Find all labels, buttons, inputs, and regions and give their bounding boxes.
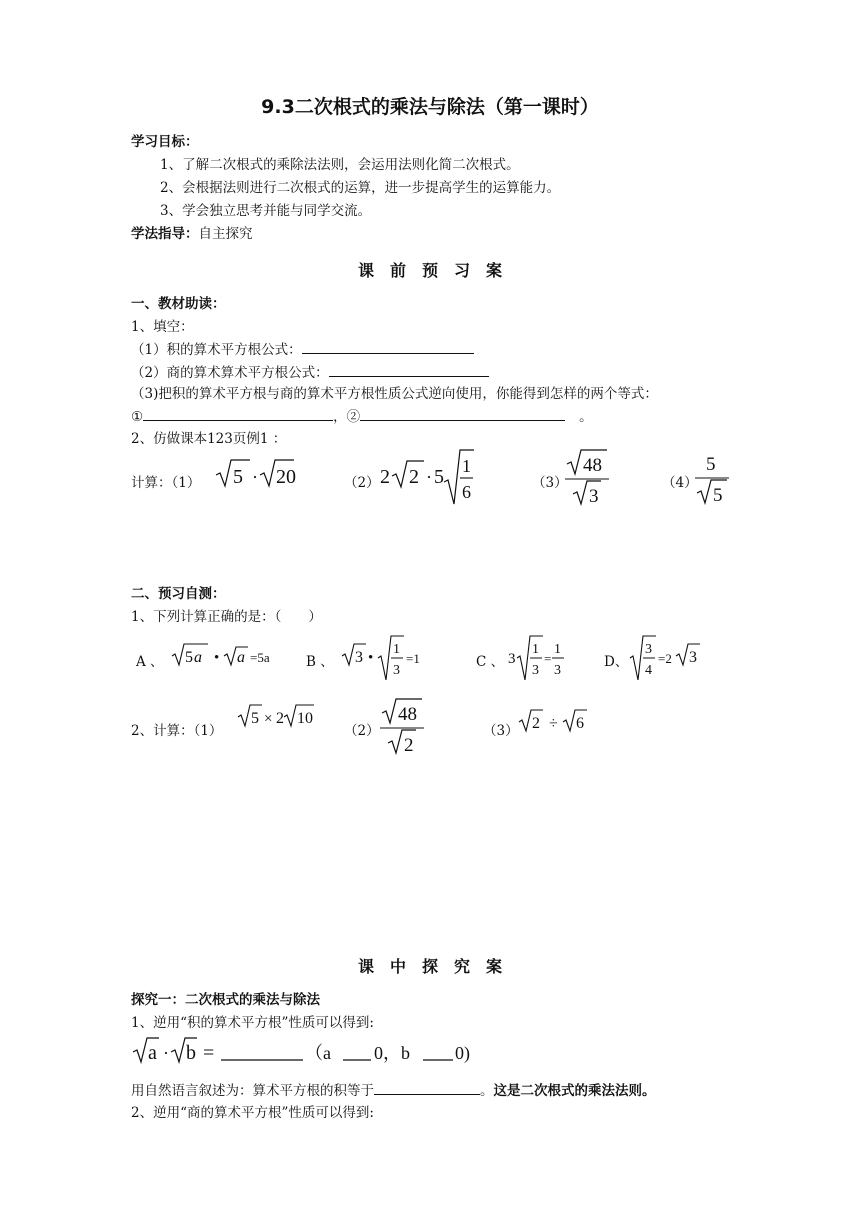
svg-text:=1: =1 bbox=[406, 651, 420, 666]
svg-text:5: 5 bbox=[233, 466, 243, 488]
q2-text: （2）商的算术算术平方根公式： bbox=[131, 365, 329, 381]
svg-text:a: a bbox=[237, 649, 245, 666]
answer-blank-2[interactable] bbox=[329, 363, 489, 377]
svg-text:3: 3 bbox=[532, 663, 539, 678]
method-label: 学法指导： bbox=[131, 226, 199, 242]
svg-text:6: 6 bbox=[576, 715, 584, 732]
calc-label: 计算：（1） bbox=[131, 475, 201, 491]
svg-text:0，b: 0，b bbox=[374, 1043, 410, 1063]
svg-text:1: 1 bbox=[554, 642, 561, 657]
svg-text:a: a bbox=[194, 649, 202, 666]
q2-item-2: （2） bbox=[344, 723, 380, 739]
svg-text:3: 3 bbox=[393, 663, 400, 678]
math-calc-2 bbox=[378, 448, 473, 512]
svg-text:=5a: =5a bbox=[250, 650, 270, 665]
svg-text:a: a bbox=[148, 1042, 157, 1064]
explore1-q1: 1、逆用“积的算术平方根”性质可以得到: bbox=[131, 1015, 374, 1031]
svg-text:•: • bbox=[368, 650, 374, 666]
answer-blank-1[interactable] bbox=[302, 340, 474, 354]
e1-text: 用自然语言叙述为：算术平方根的积等于 bbox=[131, 1083, 374, 1099]
goals-label: 学习目标： bbox=[131, 134, 199, 150]
mark-2: ，② bbox=[333, 409, 361, 425]
fill-label: 1、填空： bbox=[131, 319, 194, 335]
calc-item-4: （4） bbox=[662, 475, 698, 491]
page-title: 9.3二次根式的乘法与除法（第一课时） bbox=[261, 96, 599, 118]
svg-text:3: 3 bbox=[355, 649, 363, 666]
q1-text: （1）积的算术平方根公式： bbox=[131, 342, 302, 358]
mark-1: ① bbox=[131, 409, 144, 425]
svg-text:1: 1 bbox=[393, 642, 400, 657]
section-heading-preview: 课 前 预 习 案 bbox=[357, 261, 502, 280]
option-d-math bbox=[628, 634, 708, 686]
svg-text:×: × bbox=[264, 711, 273, 727]
calc-item-2: （2） bbox=[344, 475, 380, 491]
q3-blanks-line bbox=[131, 405, 593, 425]
method-value: 自主探究 bbox=[198, 226, 253, 242]
svg-text:4: 4 bbox=[645, 663, 652, 678]
option-b-label: B 、 bbox=[306, 654, 334, 670]
svg-text:3: 3 bbox=[508, 651, 516, 667]
part2-q2-line: 2、计算：（1） bbox=[131, 723, 223, 739]
svg-text:2: 2 bbox=[276, 710, 284, 727]
q2-line bbox=[131, 361, 489, 381]
section-heading-explore: 课 中 探 究 案 bbox=[357, 957, 502, 976]
e1-formula bbox=[131, 1034, 491, 1072]
svg-text:5: 5 bbox=[434, 466, 444, 488]
svg-text:1: 1 bbox=[532, 642, 539, 657]
explore1-q2: 2、逆用“商的算术平方根”性质可以得到: bbox=[131, 1105, 374, 1121]
option-c-math bbox=[506, 634, 576, 686]
svg-text:3: 3 bbox=[554, 663, 561, 678]
svg-text:5: 5 bbox=[706, 454, 716, 475]
option-a-math bbox=[170, 642, 285, 674]
math-calc-3 bbox=[565, 448, 615, 512]
svg-text:（a: （a bbox=[305, 1043, 331, 1063]
calc-item-3: （3） bbox=[532, 475, 568, 491]
svg-text:b: b bbox=[186, 1042, 196, 1064]
q2-item-3: （3） bbox=[483, 723, 519, 739]
answer-blank-5[interactable] bbox=[374, 1081, 480, 1095]
q2-math-1 bbox=[236, 703, 316, 737]
svg-text:2: 2 bbox=[409, 466, 419, 488]
svg-text:•: • bbox=[214, 650, 220, 666]
svg-text:5: 5 bbox=[251, 710, 259, 727]
svg-text:3: 3 bbox=[589, 486, 599, 507]
svg-text:5: 5 bbox=[185, 649, 193, 666]
option-a-label: A 、 bbox=[136, 654, 164, 670]
svg-text:48: 48 bbox=[583, 455, 602, 476]
svg-text:=2: =2 bbox=[658, 651, 672, 666]
option-d-label: D、 bbox=[604, 654, 629, 670]
math-calc-4 bbox=[695, 450, 735, 514]
part2-q1: 1、下列计算正确的是：（ ） bbox=[131, 609, 322, 625]
svg-text:1: 1 bbox=[462, 456, 471, 476]
goal-item-2: 2、会根据法则进行二次根式的运算，进一步提高学生的运算能力。 bbox=[160, 180, 561, 196]
goal-item-3: 3、学会独立思考并能与同学交流。 bbox=[160, 203, 372, 219]
svg-text:0): 0) bbox=[455, 1043, 470, 1063]
goal-item-1: 1、了解二次根式的乘除法法则，会运用法则化简二次根式。 bbox=[160, 157, 520, 173]
svg-text:÷: ÷ bbox=[549, 715, 558, 732]
svg-text:·: · bbox=[252, 467, 258, 487]
svg-text:2: 2 bbox=[532, 715, 540, 732]
explore1-heading: 探究一：二次根式的乘法与除法 bbox=[131, 992, 320, 1008]
svg-text:2: 2 bbox=[380, 466, 390, 488]
svg-text:2: 2 bbox=[404, 735, 414, 756]
mark-3: 。 bbox=[579, 409, 593, 425]
svg-text:3: 3 bbox=[689, 649, 697, 666]
q3-text: （3)把积的算术平方根与商的算术平方根性质公式逆向使用，你能得到怎样的两个等式： bbox=[131, 386, 658, 402]
part1-heading: 一、教材助读： bbox=[131, 296, 226, 312]
q2-math-2 bbox=[380, 697, 430, 761]
imitate-text: 2、仿做课本123页例1 ： bbox=[131, 431, 287, 447]
svg-text:=: = bbox=[203, 1042, 215, 1064]
answer-blank-4[interactable] bbox=[360, 407, 565, 421]
svg-text:20: 20 bbox=[276, 466, 296, 488]
q1-line bbox=[131, 338, 474, 358]
svg-text:·: · bbox=[163, 1043, 169, 1063]
svg-text:=: = bbox=[544, 651, 552, 666]
svg-text:3: 3 bbox=[645, 642, 652, 657]
q2-math-3 bbox=[517, 708, 592, 740]
svg-text:10: 10 bbox=[297, 710, 313, 727]
math-calc-1 bbox=[214, 456, 304, 494]
svg-text:48: 48 bbox=[398, 704, 417, 725]
method-line bbox=[131, 222, 253, 242]
option-b-math bbox=[340, 634, 430, 686]
option-c-label: C 、 bbox=[476, 654, 505, 670]
part2-heading: 二、预习自测： bbox=[131, 586, 226, 602]
svg-text:5: 5 bbox=[713, 485, 723, 506]
svg-text:6: 6 bbox=[462, 482, 471, 502]
e1-text-line: 用自然语言叙述为：算术平方根的积等于 。这是二次根式的乘法法则。 bbox=[131, 1083, 656, 1099]
svg-text:·: · bbox=[426, 467, 432, 487]
e1-rule: 这是二次根式的乘法法则。 bbox=[493, 1083, 656, 1099]
answer-blank-3[interactable] bbox=[143, 407, 333, 421]
